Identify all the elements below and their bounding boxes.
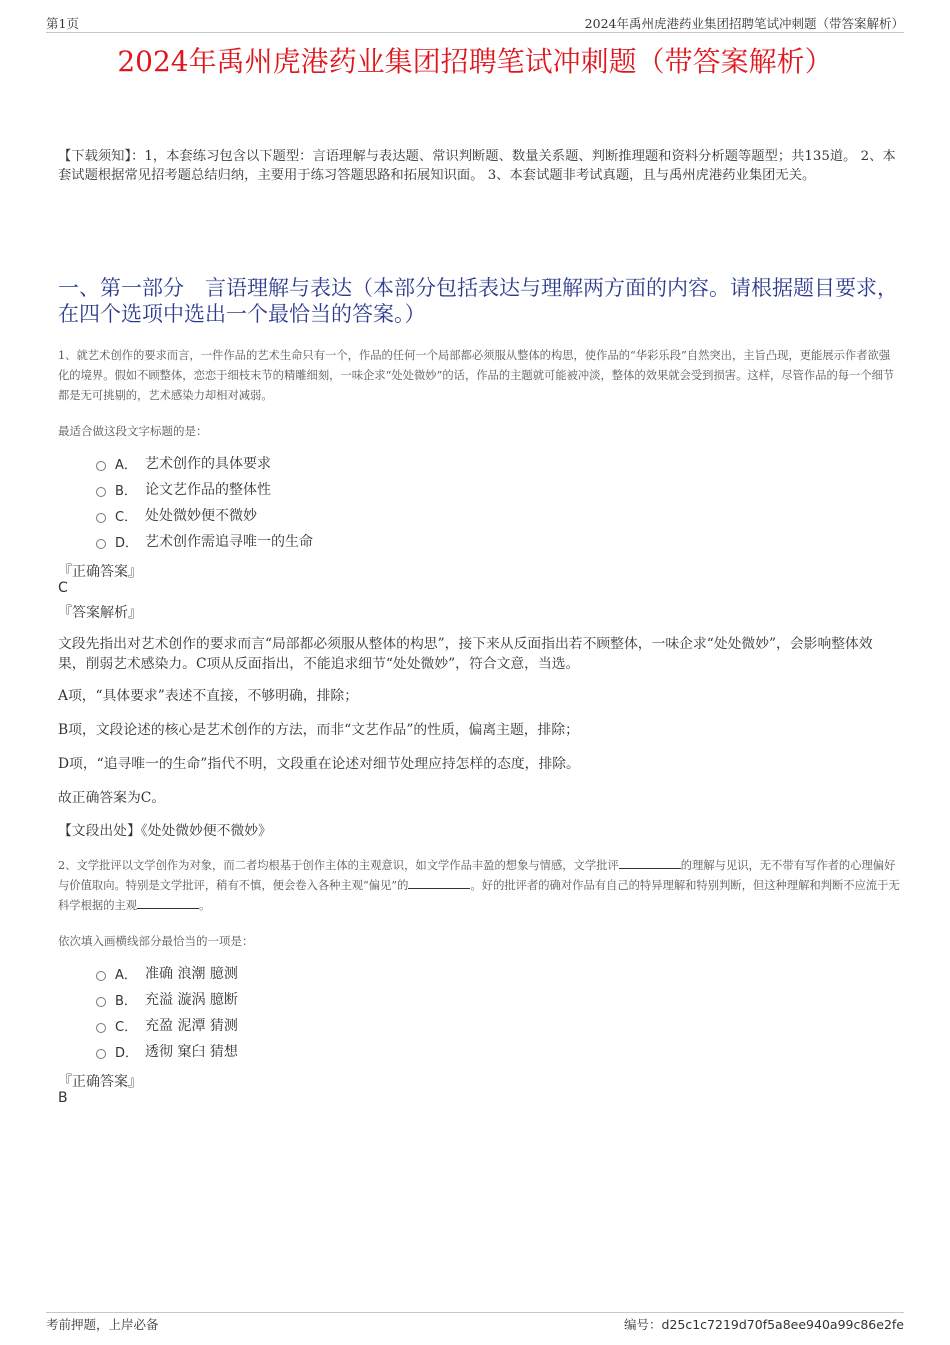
q2-answer-label: 『正确答案』: [58, 1074, 142, 1090]
footer-slogan: 考前押题，上岸必备: [46, 1317, 159, 1332]
footer-divider: [46, 1312, 904, 1313]
q1-analysis-label: 『答案解析』: [58, 605, 142, 621]
fill-blank-2: [408, 876, 470, 889]
question-2-text: 2、文学批评以文学创作为对象，而二者均根基于创作主体的主观意识，如文学作品丰盈的想象与情感，文学批评 的理解与见识，无不带有写作者的心理偏好与价值取向。特别是文学批评，稍有不慎，便会卷入各种主观“偏见”的 。好的批评者的确对作品有自己的特异理解和特别判断，但这种理解和判断不应流于无科学根据的主观 。: [58, 856, 900, 915]
q1-analysis-conclusion: 故正确答案为C。: [58, 790, 166, 806]
question-1-stem: 最适合做这段文字标题的是：: [58, 424, 208, 438]
fill-blank-3: [137, 896, 199, 909]
question-2-stem: 依次填入画横线部分最恰当的一项是：: [58, 934, 254, 948]
radio-icon[interactable]: [96, 1023, 106, 1033]
radio-icon[interactable]: [96, 997, 106, 1007]
q1-answer: C: [58, 580, 68, 596]
radio-icon[interactable]: [96, 1049, 106, 1059]
radio-icon[interactable]: [96, 513, 106, 523]
q1-analysis-d: D项，“追寻唯一的生命”指代不明，文段重在论述对细节处理应持怎样的态度，排除。: [58, 756, 580, 772]
q2-answer: B: [58, 1090, 68, 1106]
header-divider: [46, 32, 904, 33]
page-number: 第1页: [46, 16, 79, 31]
radio-icon[interactable]: [96, 539, 106, 549]
q1-analysis-main: 文段先指出对艺术创作的要求而言“局部都必须服从整体的构思”，接下来从反面指出若不顾整体，一味企求“处处微妙”，会影响整体效果，削弱艺术感染力。C项从反面指出，不能追求细节“处处微妙”，符合文意，当选。: [58, 636, 873, 672]
header-doc-title: 2024年禹州虎港药业集团招聘笔试冲刺题（带答案解析）: [584, 16, 904, 31]
q1-answer-label: 『正确答案』: [58, 564, 142, 580]
radio-icon[interactable]: [96, 487, 106, 497]
q1-analysis-a: A项，“具体要求”表述不直接，不够明确，排除；: [58, 688, 359, 704]
document-title: 2024年禹州虎港药业集团招聘笔试冲刺题（带答案解析）: [117, 45, 833, 78]
download-notice: 【下载须知】：1，本套练习包含以下题型：言语理解与表达题、常识判断题、数量关系题、判断推理题和资料分析题等题型；共135道。 2、本套试题根据常见招考题总结归纳，主要用于练习答题思路和拓展知识面。 3、本套试题非考试真题，且与禹州虎港药业集团无关。: [58, 149, 896, 183]
footer-code: 编号：d25c1c7219d70f5a8ee940a99c86e2fe: [624, 1317, 904, 1332]
radio-icon[interactable]: [96, 461, 106, 471]
q1-analysis-b: B项，文段论述的核心是艺术创作的方法，而非“文艺作品”的性质，偏离主题，排除；: [58, 722, 579, 738]
q1-source: 【文段出处】《处处微妙便不微妙》: [58, 823, 272, 839]
fill-blank-1: [619, 856, 681, 869]
page-header: [46, 14, 904, 32]
section-heading: 一、第一部分 言语理解与表达（本部分包括表达与理解两方面的内容。请根据题目要求，在四个选项中选出一个最恰当的答案。）: [58, 276, 898, 326]
question-1-text: 1、就艺术创作的要求而言，一件作品的艺术生命只有一个，作品的任何一个局部都必须服从整体的构思，使作品的“华彩乐段”自然突出，主旨凸现，更能展示作者欲强化的境界。假如不顾整体，恋恋于细枝末节的精雕细刻，一味企求“处处微妙”的话，作品的主题就可能被冲淡，整体的效果就会受到损害。这样，尽管作品的每一个细节都是无可挑剔的，艺术感染力却相对减弱。: [58, 349, 895, 402]
radio-icon[interactable]: [96, 971, 106, 981]
